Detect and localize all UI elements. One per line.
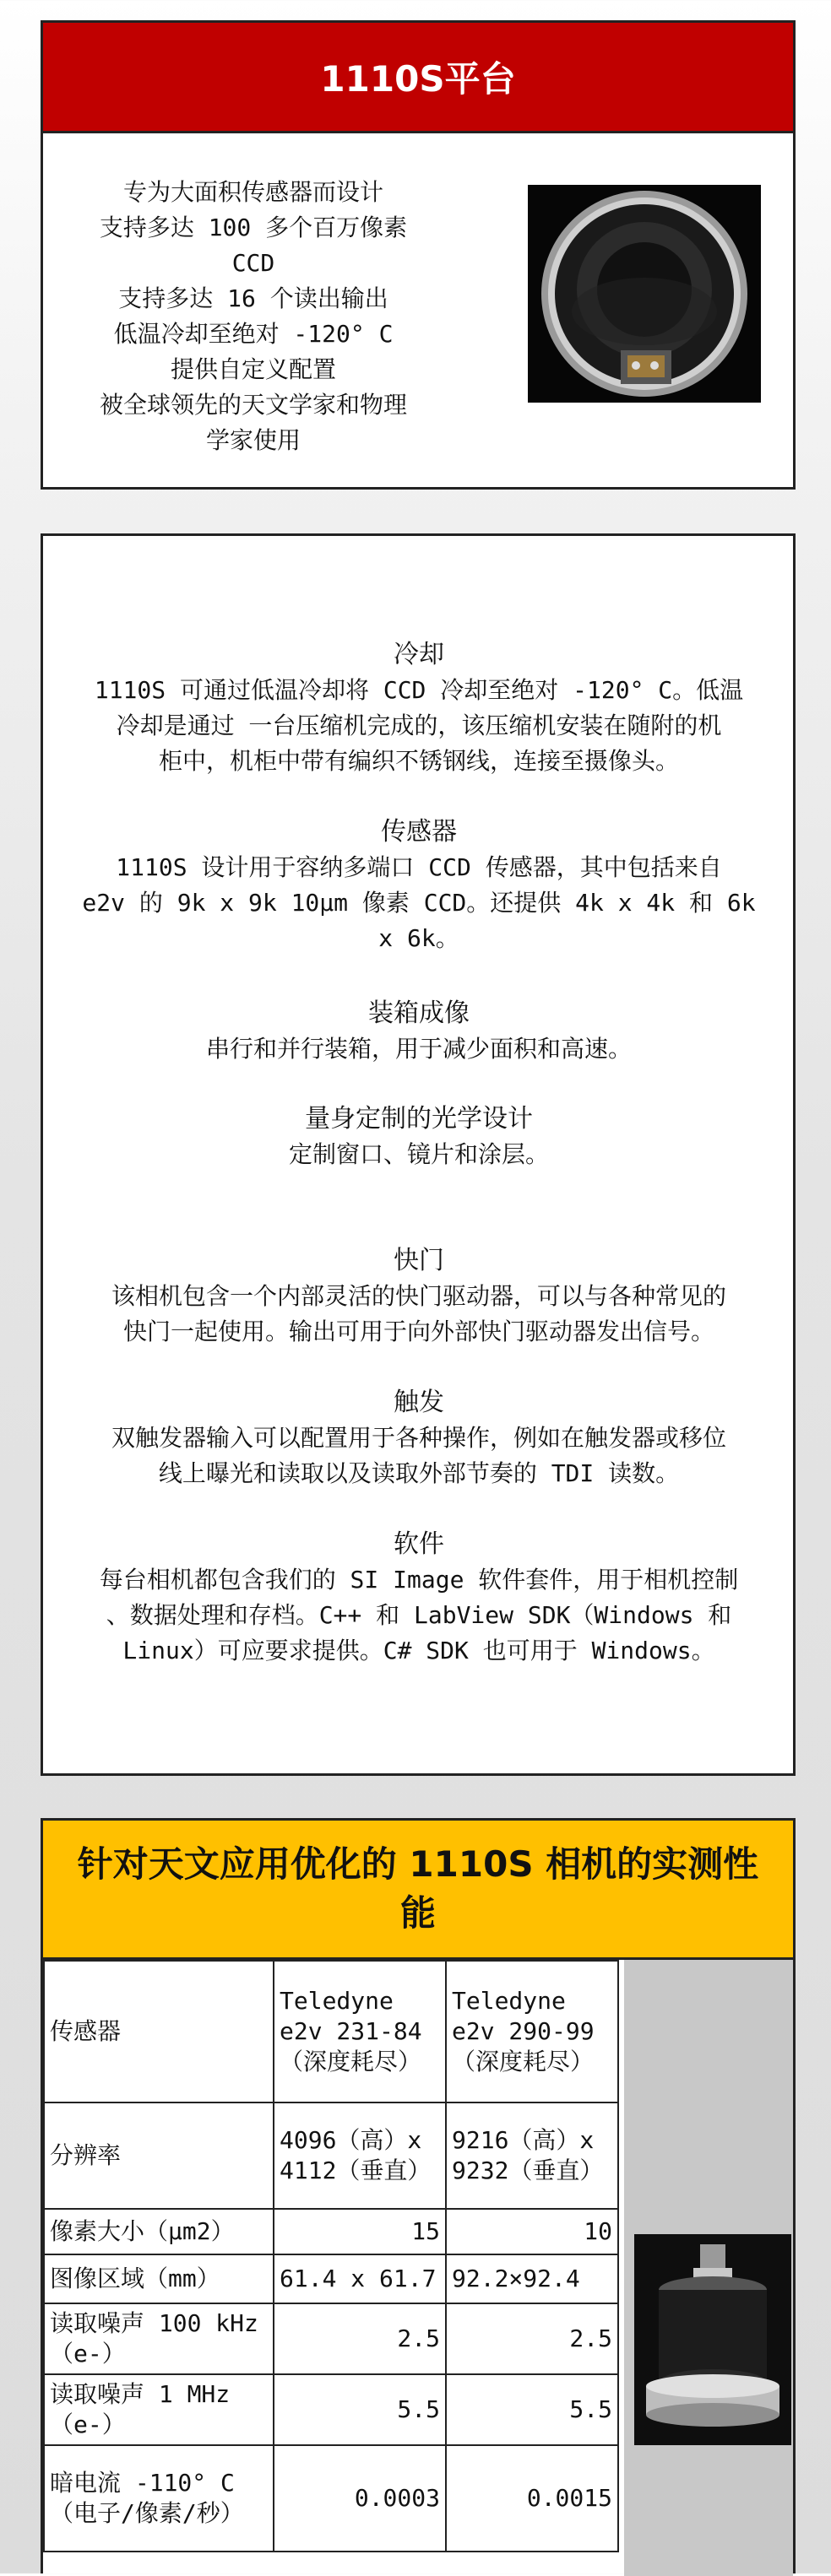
row-label: 读取噪声 100 kHz（e-） xyxy=(44,2303,274,2374)
row-value-sensor2: 92.2×92.4 xyxy=(446,2254,618,2303)
row-label: 传感器 xyxy=(44,1961,274,2102)
feature-text: x 6k。 xyxy=(378,924,459,952)
platform-feature-item: 支持多达 100 多个百万像素 xyxy=(99,214,408,241)
table-row xyxy=(44,1961,618,2102)
feature-text: Linux）可应要求提供。C# SDK 也可用于 Windows。 xyxy=(122,1637,715,1664)
platform-feature-item: 提供自定义配置 xyxy=(170,355,336,383)
feature-text: e2v 的 9k x 9k 10µm 像素 CCD。还提供 4k x 4k 和 6k xyxy=(82,889,756,917)
row-label: 分辨率 xyxy=(44,2102,274,2209)
features-panel xyxy=(41,533,796,1776)
camera-body-photo xyxy=(634,2234,791,2445)
row-value-sensor2: 5.5 xyxy=(446,2374,618,2445)
feature-text: 线上曝光和读取以及读取外部节奏的 TDI 读数。 xyxy=(158,1459,680,1487)
feature-sensor xyxy=(50,814,788,956)
platform-feature-item: 专为大面积传感器而设计 xyxy=(122,178,383,206)
feature-heading: 软件 xyxy=(394,1529,444,1559)
feature-text: 双触发器输入可以配置用于各种操作，例如在触发器或移位 xyxy=(111,1424,726,1452)
feature-text: 1110S 可通过低温冷却将 CCD 冷却至绝对 -120° C。低温 xyxy=(94,676,744,704)
feature-text: 柜中，机柜中带有编织不锈钢线，连接至摄像头。 xyxy=(158,747,679,775)
row-label: 读取噪声 1 MHz（e-） xyxy=(44,2374,274,2445)
feature-text: 冷却是通过 一台压缩机完成的，该压缩机安装在随附的机 xyxy=(116,712,722,739)
platform-title: 1110S平台 xyxy=(43,23,793,133)
platform-feature-item: 支持多达 16 个读出输出 xyxy=(118,284,388,312)
row-value-sensor1: 15 xyxy=(274,2209,446,2254)
feature-binning xyxy=(50,996,788,1067)
feature-text: 快门一起使用。输出可用于向外部快门驱动器发出信号。 xyxy=(122,1318,714,1345)
feature-trigger xyxy=(50,1385,788,1491)
feature-text: 1110S 设计用于容纳多端口 CCD 传感器，其中包括来自 xyxy=(116,853,722,881)
feature-text: 、数据处理和存档。C++ 和 LabView SDK（Windows 和 xyxy=(106,1601,732,1629)
row-label: 图像区域（mm） xyxy=(44,2254,274,2303)
performance-panel xyxy=(41,1818,796,2573)
row-label: 暗电流 -110° C（电子/像素/秒） xyxy=(44,2445,274,2552)
table-row xyxy=(44,2303,618,2374)
row-value-sensor2: 10 xyxy=(446,2209,618,2254)
feature-heading: 量身定制的光学设计 xyxy=(305,1104,533,1134)
platform-feature-item: 学家使用 xyxy=(205,426,301,454)
row-value-sensor1: 5.5 xyxy=(274,2374,446,2445)
row-value-sensor2: 2.5 xyxy=(446,2303,618,2374)
feature-shutter xyxy=(50,1243,788,1350)
feature-cooling xyxy=(50,637,788,779)
row-value-sensor2: 9216（高）x 9232（垂直） xyxy=(446,2102,618,2209)
performance-table xyxy=(43,1960,619,2552)
table-row xyxy=(44,2374,618,2445)
camera-front-photo xyxy=(528,185,761,403)
feature-text: 该相机包含一个内部灵活的快门驱动器，可以与各种常见的 xyxy=(111,1282,726,1310)
row-value-sensor1: 0.0003 xyxy=(274,2445,446,2552)
table-row xyxy=(44,2209,618,2254)
platform-feature-list xyxy=(55,175,452,458)
table-row xyxy=(44,2445,618,2552)
feature-optics xyxy=(50,1101,788,1172)
table-row xyxy=(44,2254,618,2303)
feature-heading: 传感器 xyxy=(381,817,457,847)
row-value-sensor1: Teledyne e2v 231-84 （深度耗尽） xyxy=(274,1961,446,2102)
row-value-sensor1: 61.4 x 61.7 xyxy=(274,2254,446,2303)
row-value-sensor2: 0.0015 xyxy=(446,2445,618,2552)
feature-text: 定制窗口、镜片和涂层。 xyxy=(288,1140,549,1168)
platform-feature-item: CCD xyxy=(231,249,275,277)
row-value-sensor2: Teledyne e2v 290-99 （深度耗尽） xyxy=(446,1961,618,2102)
row-value-sensor1: 2.5 xyxy=(274,2303,446,2374)
feature-text: 串行和并行装箱，用于减少面积和高速。 xyxy=(205,1035,632,1063)
platform-feature-item: 被全球领先的天文学家和物理 xyxy=(99,391,407,419)
platform-feature-item: 低温冷却至绝对 -120° C xyxy=(113,320,394,348)
feature-heading: 快门 xyxy=(394,1246,444,1275)
row-value-sensor1: 4096（高）x 4112（垂直） xyxy=(274,2102,446,2209)
feature-heading: 触发 xyxy=(394,1388,444,1417)
feature-software xyxy=(50,1527,788,1669)
feature-heading: 装箱成像 xyxy=(368,998,470,1028)
feature-text: 每台相机都包含我们的 SI Image 软件套件，用于相机控制 xyxy=(99,1566,739,1594)
feature-heading: 冷却 xyxy=(394,640,444,669)
row-label: 像素大小（µm2） xyxy=(44,2209,274,2254)
table-row xyxy=(44,2102,618,2209)
performance-title: 针对天文应用优化的 1110S 相机的实测性能 xyxy=(43,1821,793,1960)
platform-panel xyxy=(41,20,796,490)
